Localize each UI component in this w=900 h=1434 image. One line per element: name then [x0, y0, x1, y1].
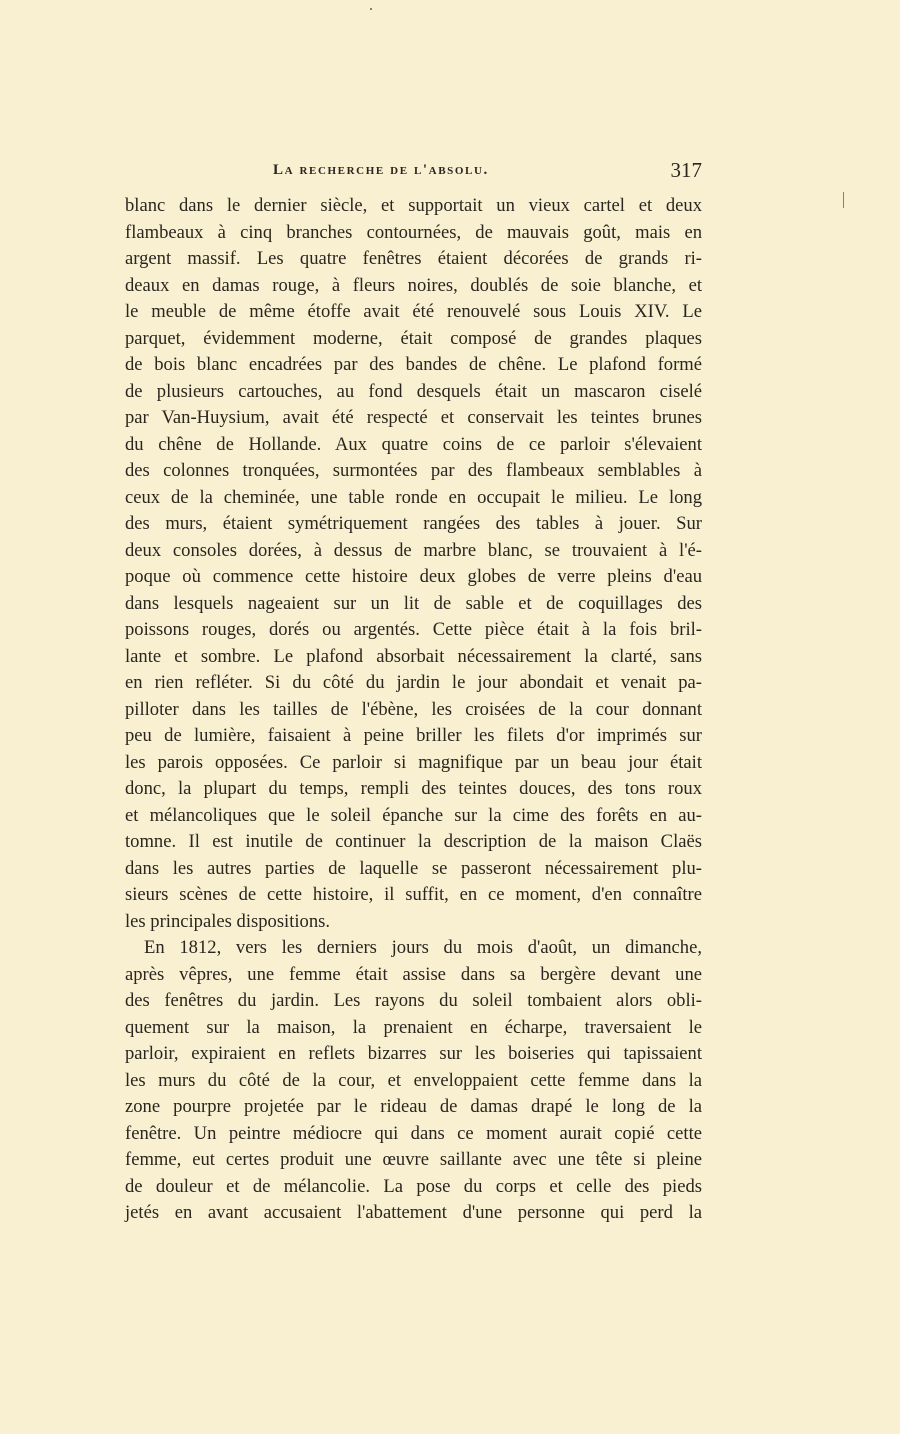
text-line: des murs, étaient symétriquement rangées des tables à jouer. Sur: [125, 513, 702, 534]
text-line: des fenêtres du jardin. Les rayons du soleil tombaient alors obli-: [125, 990, 702, 1011]
running-header: [125, 158, 702, 186]
text-line: femme, eut certes produit une œuvre saillante avec une tête si pleine: [125, 1149, 702, 1170]
paragraph: [125, 935, 702, 1227]
text-line: jetés en avant accusaient l'abattement d'une personne qui perd la: [125, 1202, 702, 1223]
page-body: [125, 193, 702, 1227]
text-line: deaux en damas rouge, à fleurs noires, doublés de soie blanche, et: [125, 274, 702, 296]
text-line: poissons rouges, dorés ou argentés. Cette pièce était à la fois bril-: [125, 619, 702, 640]
text-line: les principales dispositions.: [125, 910, 331, 932]
text-line: blanc dans le dernier siècle, et supportait un vieux cartel et deux: [125, 195, 702, 216]
text-line: les parois opposées. Ce parloir si magnifique par un beau jour était: [125, 751, 702, 773]
text-line: quement sur la maison, la prenaient en écharpe, traversaient le: [125, 1016, 702, 1038]
text-line: après vêpres, une femme était assise dans sa bergère devant une: [125, 963, 702, 985]
text-line: fenêtre. Un peintre médiocre qui dans ce moment aurait copié cette: [125, 1122, 702, 1144]
text-line: tomne. Il est inutile de continuer la description de la maison Claës: [125, 831, 702, 852]
text-line: sieurs scènes de cette histoire, il suffit, en ce moment, d'en connaître: [125, 884, 702, 905]
text-line: en rien refléter. Si du côté du jardin le jour abondait et venait pa-: [125, 672, 702, 693]
text-line: ceux de la cheminée, une table ronde en occupait le milieu. Le long: [125, 486, 702, 508]
text-line: le meuble de même étoffe avait été renouvelé sous Louis XIV. Le: [125, 301, 702, 322]
text-line: poque où commence cette histoire deux globes de verre pleins d'eau: [125, 566, 702, 587]
text-line: dans les autres parties de laquelle se passeront nécessairement plu-: [125, 857, 702, 879]
text-line: argent massif. Les quatre fenêtres étaient décorées de grands ri-: [125, 248, 702, 269]
text-line: des colonnes tronquées, surmontées par des flambeaux semblables à: [125, 460, 702, 481]
scan-mark: [843, 192, 844, 208]
text-line: les murs du côté de la cour, et enveloppaient cette femme dans la: [125, 1069, 702, 1091]
text-line: donc, la plupart du temps, rempli des teintes douces, des tons roux: [125, 778, 702, 799]
text-line: de plusieurs cartouches, au fond desquels était un mascaron ciselé: [125, 380, 702, 402]
text-line: flambeaux à cinq branches contournées, de mauvais goût, mais en: [125, 221, 702, 243]
text-line: lante et sombre. Le plafond absorbait nécessairement la clarté, sans: [125, 645, 702, 667]
text-line: pilloter dans les tailles de l'ébène, les croisées de la cour donnant: [125, 698, 702, 720]
text-line: dans lesquels nageaient sur un lit de sable et de coquillages des: [125, 592, 702, 614]
text-line: parquet, évidemment moderne, était composé de grandes plaques: [125, 327, 702, 349]
paragraph: [125, 193, 702, 935]
text-line: par Van-Huysium, avait été respecté et conservait les teintes brunes: [125, 407, 702, 428]
running-title: La recherche de l'absolu.: [273, 162, 489, 178]
text-line: de douleur et de mélancolie. La pose du corps et celle des pieds: [125, 1175, 702, 1197]
text-line: peu de lumière, faisaient à peine briller les filets d'or imprimés sur: [125, 725, 702, 746]
text-line: parloir, expiraient en reflets bizarres sur les boiseries qui tapissaient: [125, 1043, 702, 1064]
page-number: 317: [670, 158, 702, 182]
text-line: du chêne de Hollande. Aux quatre coins de ce parloir s'élevaient: [125, 433, 702, 455]
text-line: deux consoles dorées, à dessus de marbre blanc, se trouvaient à l'é-: [125, 539, 702, 561]
scan-mark: [370, 8, 372, 10]
text-line: En 1812, vers les derniers jours du mois d'août, un dimanche,: [144, 937, 702, 958]
text-line: zone pourpre projetée par le rideau de damas drapé le long de la: [125, 1096, 702, 1117]
text-line: de bois blanc encadrées par des bandes de chêne. Le plafond formé: [125, 354, 702, 375]
text-line: et mélancoliques que le soleil épanche sur la cime des forêts en au-: [125, 804, 702, 826]
